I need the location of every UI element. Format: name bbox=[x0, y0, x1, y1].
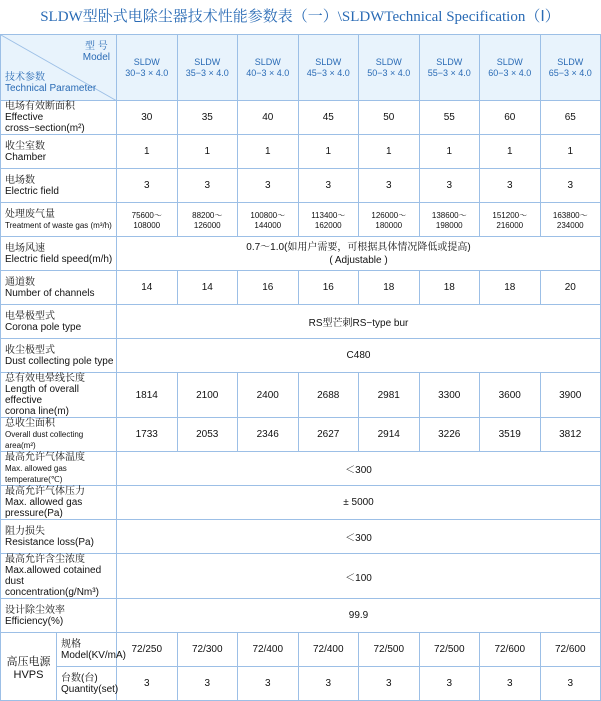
table-cell: 40 bbox=[238, 101, 299, 135]
table-cell: 3 bbox=[117, 667, 178, 701]
row-label: 电场数 Electric field bbox=[1, 169, 117, 203]
table-row bbox=[1, 203, 601, 237]
table-cell: 2053 bbox=[177, 418, 238, 452]
table-cell: 151200～216000 bbox=[480, 203, 541, 237]
table-cell: 3 bbox=[359, 169, 420, 203]
table-cell: 3900 bbox=[540, 373, 601, 418]
table-cell: 50 bbox=[359, 101, 420, 135]
table-cell: 20 bbox=[540, 271, 601, 305]
table-row bbox=[1, 520, 601, 554]
table-cell: 1 bbox=[540, 135, 601, 169]
table-cell: 1 bbox=[177, 135, 238, 169]
row-label: 阻力损失 Resistance loss(Pa) bbox=[1, 520, 117, 554]
table-cell: 18 bbox=[480, 271, 541, 305]
table-cell: 163800～234000 bbox=[540, 203, 601, 237]
table-row bbox=[1, 599, 601, 633]
table-cell: 72/400 bbox=[298, 633, 359, 667]
table-cell: 18 bbox=[419, 271, 480, 305]
table-cell: 65 bbox=[540, 101, 601, 135]
merged-cell: ＜100 bbox=[117, 554, 601, 599]
table-cell: 75600～108000 bbox=[117, 203, 178, 237]
table-cell: 1814 bbox=[117, 373, 178, 418]
model-header: SLDW 45−3 × 4.0 bbox=[298, 35, 359, 101]
row-label: 收尘极型式 Dust collecting pole type bbox=[1, 339, 117, 373]
table-cell: 113400～162000 bbox=[298, 203, 359, 237]
table-row bbox=[1, 452, 601, 486]
merged-cell: ＜300 bbox=[117, 520, 601, 554]
table-cell: 72/500 bbox=[419, 633, 480, 667]
table-cell: 72/600 bbox=[540, 633, 601, 667]
table-cell: 1 bbox=[359, 135, 420, 169]
table-cell: 3 bbox=[419, 169, 480, 203]
row-label: 最高允许气体压力 Max. allowed gas pressure(Pa) bbox=[1, 486, 117, 520]
table-cell: 100800～144000 bbox=[238, 203, 299, 237]
table-cell: 3600 bbox=[480, 373, 541, 418]
table-cell: 72/300 bbox=[177, 633, 238, 667]
row-label: 通道数 Number of channels bbox=[1, 271, 117, 305]
table-cell: 1 bbox=[238, 135, 299, 169]
table-cell: 2914 bbox=[359, 418, 420, 452]
table-cell: 3 bbox=[359, 667, 420, 701]
row-label: 最高允许含尘浓度 Max.allowed cotained dust concentration(g/Nm³) bbox=[1, 554, 117, 599]
row-label: 电场风速 Electric field speed(m/h) bbox=[1, 237, 117, 271]
table-row bbox=[1, 373, 601, 418]
model-header: SLDW 30−3 × 4.0 bbox=[117, 35, 178, 101]
table-cell: 45 bbox=[298, 101, 359, 135]
table-cell: 30 bbox=[117, 101, 178, 135]
model-header: SLDW 35−3 × 4.0 bbox=[177, 35, 238, 101]
table-cell: 3 bbox=[540, 667, 601, 701]
model-header: SLDW 60−3 × 4.0 bbox=[480, 35, 541, 101]
row-label: 电晕极型式 Corona pole type bbox=[1, 305, 117, 339]
hvps-label: 高压电源 HVPS bbox=[1, 633, 57, 701]
table-cell: 3 bbox=[238, 169, 299, 203]
table-row bbox=[1, 486, 601, 520]
table-cell: 3 bbox=[298, 667, 359, 701]
table-cell: 3 bbox=[117, 169, 178, 203]
table-row bbox=[1, 339, 601, 373]
table-row bbox=[1, 101, 601, 135]
table-cell: 3 bbox=[480, 169, 541, 203]
row-label: 总收尘面积 Overall dust collecting area(m²) bbox=[1, 418, 117, 452]
model-label-cn: 型 号 bbox=[84, 41, 108, 52]
table-cell: 1733 bbox=[117, 418, 178, 452]
param-label-cn: 技术参数 bbox=[5, 72, 45, 83]
table-cell: 60 bbox=[480, 101, 541, 135]
merged-cell: RS型芒刺RS−type bur bbox=[117, 305, 601, 339]
table-cell: 2346 bbox=[238, 418, 299, 452]
hvps-spec-label: 规格 Model(KV/mA) bbox=[57, 633, 117, 667]
table-cell: 3 bbox=[238, 667, 299, 701]
table-cell: 18 bbox=[359, 271, 420, 305]
table-cell: 1 bbox=[117, 135, 178, 169]
header-row bbox=[1, 35, 601, 101]
table-cell: 55 bbox=[419, 101, 480, 135]
table-cell: 2627 bbox=[298, 418, 359, 452]
table-cell: 138600～198000 bbox=[419, 203, 480, 237]
table-row bbox=[1, 237, 601, 271]
table-cell: 88200～126000 bbox=[177, 203, 238, 237]
table-cell: 1 bbox=[298, 135, 359, 169]
table-cell: 16 bbox=[238, 271, 299, 305]
table-cell: 16 bbox=[298, 271, 359, 305]
table-cell: 3300 bbox=[419, 373, 480, 418]
table-cell: 2688 bbox=[298, 373, 359, 418]
table-row bbox=[1, 135, 601, 169]
table-cell: 3 bbox=[480, 667, 541, 701]
hvps-qty-label: 台数(台) Quantity(set) bbox=[57, 667, 117, 701]
merged-cell: ＜300 bbox=[117, 452, 601, 486]
row-label: 收尘室数 Chamber bbox=[1, 135, 117, 169]
page-title: SLDW型卧式电除尘器技术性能参数表（一）\SLDWTechnical Specification（Ⅰ） bbox=[40, 9, 560, 25]
table-cell: 35 bbox=[177, 101, 238, 135]
table-cell: 72/500 bbox=[359, 633, 420, 667]
table-row bbox=[1, 418, 601, 452]
row-label: 设计除尘效率 Efficiency(%) bbox=[1, 599, 117, 633]
merged-cell: 0.7～1.0(如用户需要，可根据具体情况降低或提高) ( Adjustable ) bbox=[117, 237, 601, 271]
model-header: SLDW 50−3 × 4.0 bbox=[359, 35, 420, 101]
table-cell: 14 bbox=[177, 271, 238, 305]
table-cell: 3 bbox=[177, 169, 238, 203]
table-cell: 3 bbox=[419, 667, 480, 701]
param-label-en: Technical Parameter bbox=[5, 83, 97, 94]
row-label: 最高允许气体温度 Max. allowed gas temperature(℃) bbox=[1, 452, 117, 486]
table-cell: 3519 bbox=[480, 418, 541, 452]
table-cell: 3 bbox=[298, 169, 359, 203]
table-row bbox=[1, 667, 601, 701]
table-cell: 1 bbox=[480, 135, 541, 169]
table-cell: 3 bbox=[540, 169, 601, 203]
row-label: 总有效电晕线长度 Length of overall effective corona line(m) bbox=[1, 373, 117, 418]
table-cell: 72/250 bbox=[117, 633, 178, 667]
row-label: 电场有效断面积 Effective cross−section(m²) bbox=[1, 101, 117, 135]
merged-cell: ± 5000 bbox=[117, 486, 601, 520]
table-cell: 3 bbox=[177, 667, 238, 701]
model-header: SLDW 65−3 × 4.0 bbox=[540, 35, 601, 101]
table-cell: 72/400 bbox=[238, 633, 299, 667]
merged-cell: 99.9 bbox=[117, 599, 601, 633]
spec-table bbox=[0, 34, 601, 701]
table-cell: 2400 bbox=[238, 373, 299, 418]
table-row bbox=[1, 554, 601, 599]
table-row bbox=[1, 271, 601, 305]
row-label: 处理废气量 Treatment of waste gas (m³/h) bbox=[1, 203, 117, 237]
table-row bbox=[1, 633, 601, 667]
table-cell: 2981 bbox=[359, 373, 420, 418]
model-label-en: Model bbox=[82, 52, 110, 63]
table-cell: 72/600 bbox=[480, 633, 541, 667]
table-cell: 2100 bbox=[177, 373, 238, 418]
table-cell: 14 bbox=[117, 271, 178, 305]
model-header: SLDW 40−3 × 4.0 bbox=[238, 35, 299, 101]
table-cell: 126000～180000 bbox=[359, 203, 420, 237]
merged-cell: C480 bbox=[117, 339, 601, 373]
table-row bbox=[1, 169, 601, 203]
table-cell: 3812 bbox=[540, 418, 601, 452]
model-header: SLDW 55−3 × 4.0 bbox=[419, 35, 480, 101]
table-row bbox=[1, 305, 601, 339]
table-cell: 1 bbox=[419, 135, 480, 169]
header-corner bbox=[1, 35, 117, 101]
table-cell: 3226 bbox=[419, 418, 480, 452]
